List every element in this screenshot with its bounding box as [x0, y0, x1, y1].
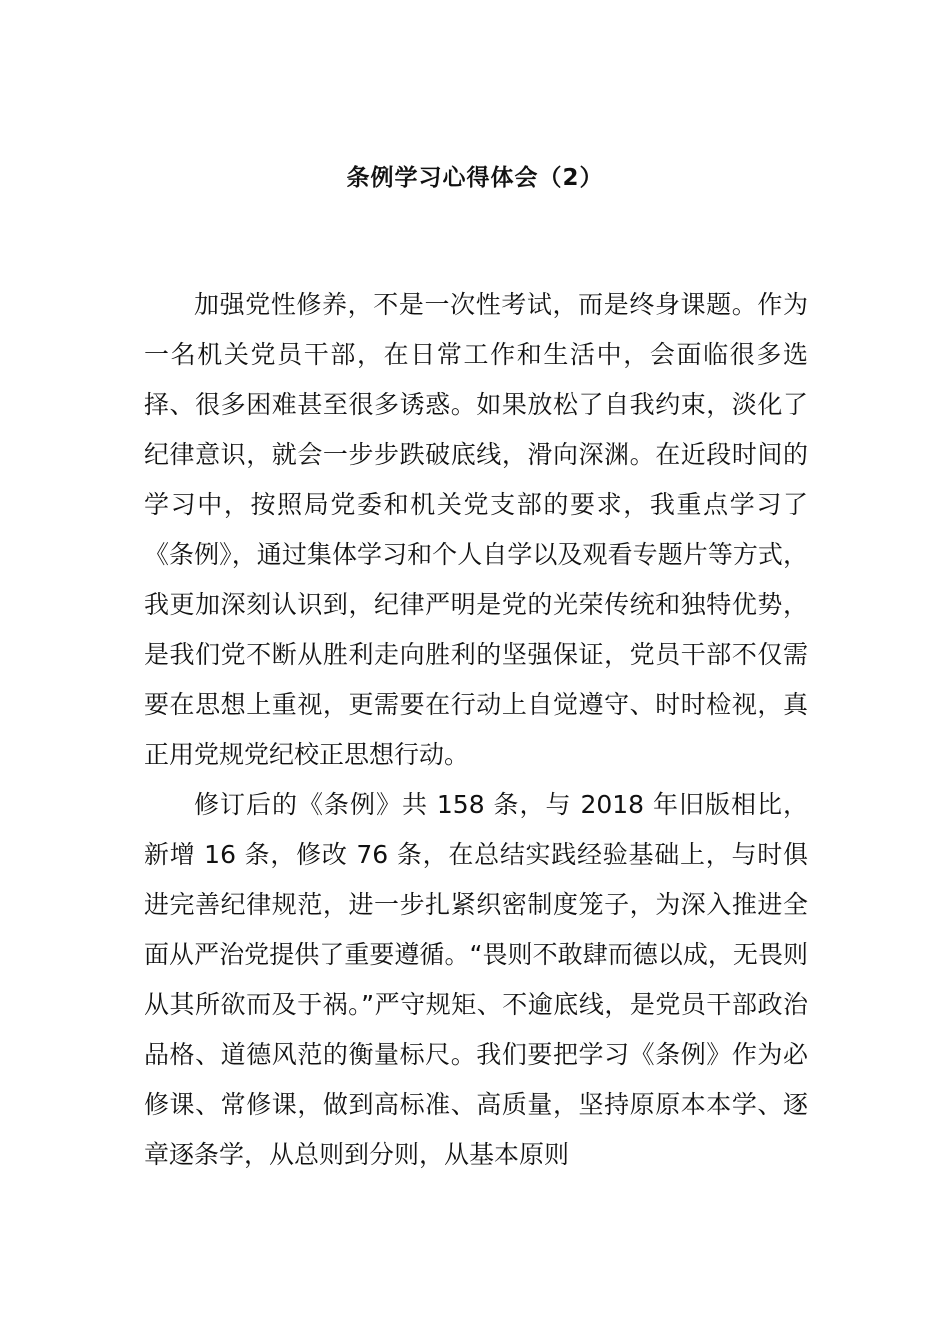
document-title: 条例学习心得体会（2）: [346, 165, 604, 191]
paragraph-2: 修订后的《条例》共 158 条，与 2018 年旧版相比，新增 16 条，修改 76 条，在总结实践经验基础上，与时俱进完善纪律规范，进一步扎紧织密制度笼子，为深入推进全面从严治党提供了重要遵循。“畏则不敢肆而德以成，无畏则从其所欲而及于祸。”严守规矩、不逾底线，是党员干部政治品格、道德风范的衡量标尺。我们要把学习《条例》作为必修课、常修课，做到高标准、高质量，坚持原原本本学、逐章逐条学，从总则到分则，从基本原则: [144, 790, 808, 1169]
document-body: [144, 280, 808, 1180]
paragraph-1: 加强党性修养，不是一次性考试，而是终身课题。作为一名机关党员干部，在日常工作和生活中，会面临很多选择、很多困难甚至很多诱惑。如果放松了自我约束，淡化了纪律意识，就会一步步跌破底线，滑向深渊。在近段时间的学习中，按照局党委和机关党支部的要求，我重点学习了《条例》，通过集体学习和个人自学以及观看专题片等方式，我更加深刻认识到，纪律严明是党的光荣传统和独特优势，是我们党不断从胜利走向胜利的坚强保证，党员干部不仅需要在思想上重视，更需要在行动上自觉遵守、时时检视，真正用党规党纪校正思想行动。: [144, 290, 808, 769]
